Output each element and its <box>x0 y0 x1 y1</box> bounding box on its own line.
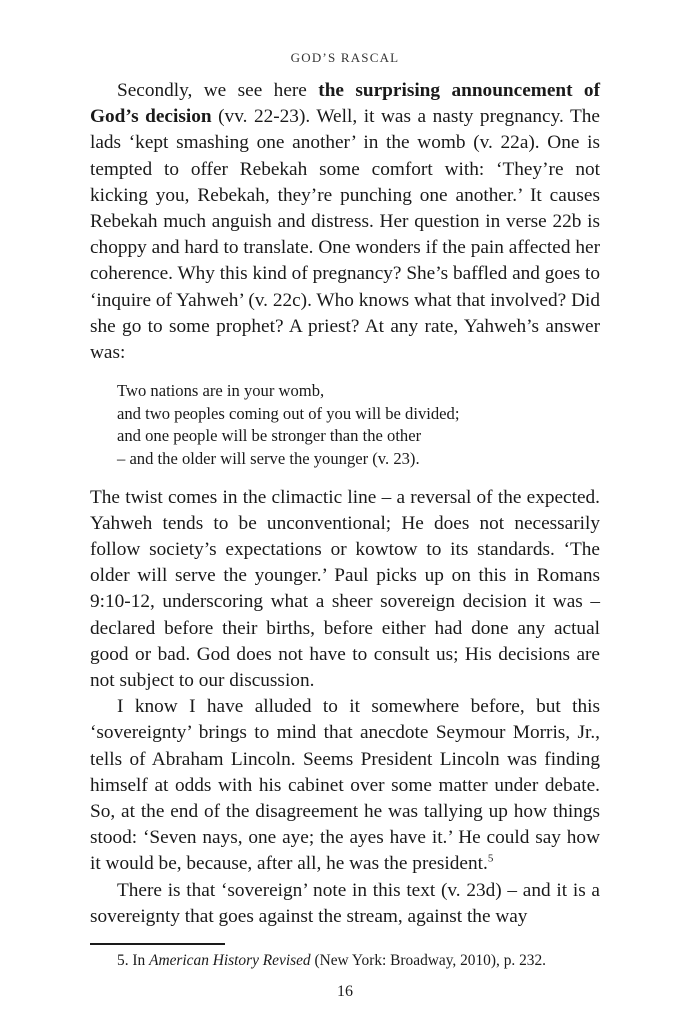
paragraph-2: The twist comes in the climactic line – a reversal of the expected. Yahweh tends to be unconventional; He does not necessarily follow society’s expectations or kowtow to its standards. ‘The older will serve the younger.’ Paul picks up on this in Romans 9:10-12, underscoring what a sheer sovereign decision it was – declared before their births, before either had done any actual good or bad. God does not have to consult us; His decisions are not subject to our discussion. <box>90 486 600 692</box>
body-text <box>90 78 600 930</box>
footnote-number: 5. In <box>117 952 150 969</box>
footnote-title: American History Revised <box>149 952 311 969</box>
paragraph-1-bold: the surprising announcement of God’s decision <box>90 80 600 128</box>
running-head: GOD’S RASCAL <box>290 50 400 65</box>
paragraph-4: There is that ‘sovereign’ note in this text (v. 23d) – and it is a sovereignty that goes against the stream, against the way <box>90 879 600 927</box>
block-quote <box>117 380 600 470</box>
footnote-rest: (New York: Broadway, 2010), p. 232. <box>310 952 547 969</box>
paragraph-3-text: I know I have alluded to it somewhere before, but this ‘sovereignty’ brings to mind that anecdote Seymour Morris, Jr., tells of Abraham Lincoln. Seems President Lincoln was finding himself at odds with his cabinet over some matter under debate. So, at the end of the disagreement he was tallying up how things stood: ‘Seven nays, one aye; the ayes have it.’ He could say how it would be, because, after all, he was the president. <box>90 696 600 875</box>
quote-line: and one people will be stronger than the other <box>117 426 422 446</box>
quote-line: and two peoples coming out of you will be divided; <box>117 403 460 423</box>
paragraph-3 <box>90 694 600 877</box>
paragraph-1-rest: (vv. 22-23). Well, it was a nasty pregnancy. The lads ‘kept smashing one another’ in the womb (v. 22a). One is tempted to offer Rebekah some comfort with: ‘They’re not kicking you, Rebekah, they’re punching one another.’ It causes Rebekah much anguish and distress. Her question in verse 22b is choppy and hard to translate. One wonders if the pain affected her coherence. Why this kind of pregnancy? She’s baffled and goes to ‘inquire of Yahweh’ (v. 22c). Who knows what that involved? Did she go to some prophet? A priest? At any rate, Yahweh’s answer was: <box>90 106 600 364</box>
page-number: 16 <box>337 983 353 1000</box>
quote-line: – and the older will serve the younger (v. 23). <box>117 449 420 469</box>
paragraph-1-intro: Secondly, we see here <box>117 80 319 101</box>
footnote <box>117 951 600 971</box>
quote-line: Two nations are in your womb, <box>117 381 325 401</box>
paragraph-1 <box>90 78 600 366</box>
footnote-reference[interactable]: 5 <box>487 853 494 866</box>
footnote-divider <box>90 943 225 945</box>
book-page <box>90 0 600 1016</box>
